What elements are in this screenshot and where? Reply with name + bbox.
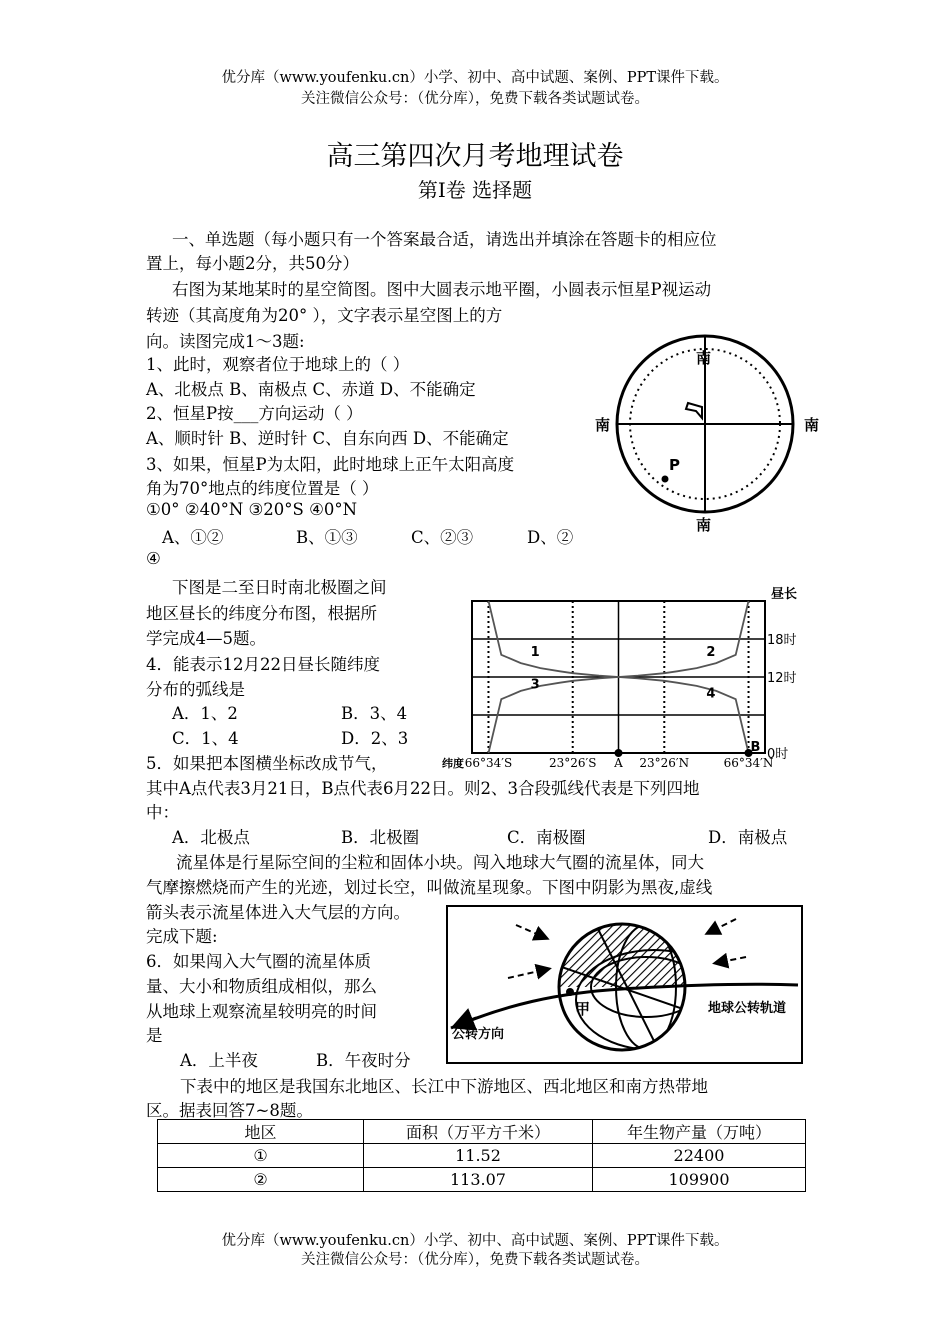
q3-option-d-cont: ④ xyxy=(146,549,161,568)
section-heading-line-2: 置上，每小题2分，共50分） xyxy=(146,254,359,273)
intro3-line-1: 流星体是行星际空间的尘粒和固体小块。闯入地球大气圈的流星体，同大 xyxy=(176,853,704,872)
series-label-4: 4 xyxy=(706,686,716,702)
q3-option-a: A、①② xyxy=(162,528,224,547)
intro1-line-3: 向。读图完成1～3题: xyxy=(146,332,305,351)
direction-left-label: 南 xyxy=(595,416,611,434)
intro2-line-2: 地区昼长的纬度分布图，根据所 xyxy=(146,604,377,623)
table-header-cell: 年生物产量（万吨） xyxy=(593,1120,806,1144)
jia-label: 甲 xyxy=(575,1000,591,1018)
table-cell: ② xyxy=(158,1168,364,1192)
q2-stem xyxy=(146,400,363,424)
page-subtitle: 第Ⅰ卷 选择题 xyxy=(417,178,533,202)
jia-point xyxy=(566,988,574,996)
table-row xyxy=(158,1168,806,1192)
intro4-line-1: 下表中的地区是我国东北地区、长江中下游地区、西北地区和南方热带地 xyxy=(180,1077,708,1096)
header-line-1: 优分库（www.youfenku.cn）小学、初中、高中试题、案例、PPT课件下载。 xyxy=(221,70,729,86)
q5-line-2: 其中A点代表3月21日，B点代表6月22日。则2、3合段弧线代表是下列四地 xyxy=(146,779,700,798)
q3-line-1: 3、如果，恒星P为太阳，此时地球上正午太阳高度 xyxy=(146,455,515,474)
q4-option-a: A．1、2 xyxy=(172,704,238,723)
y-axis-label: 昼长 xyxy=(771,587,798,602)
section-heading-line-1: 一、单选题（每小题只有一个答案最合适，请选出并填涂在答题卡的相应位 xyxy=(172,230,717,249)
point-b-label: B xyxy=(750,740,761,755)
q1-options: A、北极点 B、南极点 C、赤道 D、不能确定 xyxy=(146,380,476,399)
y-tick-label: 12时 xyxy=(767,671,797,686)
table-cell: 22400 xyxy=(593,1144,806,1168)
x-tick-label: 66°34′S xyxy=(464,756,513,770)
q5-option-a: A．北极点 xyxy=(172,828,250,847)
q2-stem-a: 2、恒星P按 xyxy=(146,404,234,423)
revolution-direction-label: 公转方向 xyxy=(452,1027,505,1042)
table-row xyxy=(158,1144,806,1168)
meteor-arrow-4 xyxy=(716,957,746,963)
direction-right-label: 南 xyxy=(804,416,820,434)
intro2-line-3: 学完成4—5题。 xyxy=(146,629,266,648)
x-tick-label: A xyxy=(614,756,623,770)
q6-line-1: 6．如果闯入大气圈的流星体质 xyxy=(146,952,371,971)
q4-option-b: B．3、4 xyxy=(341,704,408,723)
footer-line-2: 关注微信公众号：（优分库），免费下载各类试题试卷。 xyxy=(301,1252,649,1268)
q2-options: A、顺时针 B、逆时针 C、自东向西 D、不能确定 xyxy=(146,429,509,448)
q3-items: ①0° ②40°N ③20°S ④0°N xyxy=(146,500,358,519)
x-tick-label: 23°26′N xyxy=(639,756,690,770)
chart-labels xyxy=(442,587,797,770)
series-label-1: 1 xyxy=(530,645,540,661)
table-cell: 113.07 xyxy=(364,1168,593,1192)
meteor-arrow-3 xyxy=(708,919,736,933)
q3-line-2: 角为70°地点的纬度位置是（ ） xyxy=(146,479,379,498)
y-tick-label: 18时 xyxy=(767,633,797,648)
star-p-dot xyxy=(662,476,669,483)
page-title: 高三第四次月考地理试卷 xyxy=(326,141,624,172)
q5-line-3: 中： xyxy=(146,803,179,822)
q3-option-d: D、② xyxy=(527,528,574,547)
q4-line-2: 分布的弧线是 xyxy=(146,680,245,699)
x-tick-label: 23°26′S xyxy=(548,756,597,770)
intro3-line-2: 气摩擦燃烧而产生的光迹，划过长空，叫做流星现象。下图中阴影为黑夜,虚线 xyxy=(146,878,713,897)
q3-option-c: C、②③ xyxy=(411,528,474,547)
chart-series xyxy=(489,601,753,757)
intro3-line-3: 箭头表示流星体进入大气层的方向。 xyxy=(146,903,410,922)
orbit-label: 地球公转轨道 xyxy=(708,1001,787,1016)
footer-line-1: 优分库（www.youfenku.cn）小学、初中、高中试题、案例、PPT课件下载。 xyxy=(221,1233,729,1249)
q2-blank: ___ xyxy=(233,404,259,423)
q5-line-1: 5．如果把本图横坐标改成节气， xyxy=(146,754,388,773)
q6-option-b: B．午夜时分 xyxy=(316,1051,411,1070)
table-cell: ① xyxy=(158,1144,364,1168)
q5-option-d: D．南极点 xyxy=(708,828,788,847)
day-length-chart xyxy=(440,585,820,785)
flag-marker xyxy=(686,403,702,418)
table-header-cell: 面积（万平方千米） xyxy=(364,1120,593,1144)
meteor-arrow-1 xyxy=(516,925,546,938)
q4-line-1: 4．能表示12月22日昼长随纬度 xyxy=(146,655,380,674)
table-header-row xyxy=(158,1120,806,1144)
q4-option-d: D．2、3 xyxy=(341,729,409,748)
q5-option-c: C．南极圈 xyxy=(507,828,586,847)
q4-option-c: C．1、4 xyxy=(172,729,239,748)
q6-option-a: A．上半夜 xyxy=(180,1051,258,1070)
x-tick-label: 66°34′N xyxy=(723,756,774,770)
table-header-cell: 地区 xyxy=(158,1120,364,1144)
region-table xyxy=(157,1119,806,1192)
star-sky-diagram xyxy=(590,345,830,540)
q6-line-3: 从地球上观察流星较明亮的时间 xyxy=(146,1002,377,1021)
q5-option-b: B．北极圈 xyxy=(341,828,420,847)
intro4-line-2: 区。据表回答7~8题。 xyxy=(146,1101,313,1120)
star-p-label: P xyxy=(669,456,680,474)
q6-line-4: 是 xyxy=(146,1026,163,1045)
table-cell: 109900 xyxy=(593,1168,806,1192)
series-label-3: 3 xyxy=(530,677,540,693)
intro2-line-1: 下图是二至日时南北极圈之间 xyxy=(172,578,387,597)
series-label-2: 2 xyxy=(706,645,716,661)
intro3-line-4: 完成下题: xyxy=(146,927,218,946)
direction-bottom-label: 南 xyxy=(696,516,712,534)
header-line-2: 关注微信公众号：（优分库），免费下载各类试题试卷。 xyxy=(301,91,649,107)
x-axis-label: 纬度 xyxy=(442,757,464,770)
q2-stem-b: 方向运动（ ） xyxy=(258,404,363,423)
q6-line-2: 量、大小和物质组成相似，那么 xyxy=(146,977,377,996)
intro1-line-1: 右图为某地某时的星空简图。图中大圆表示地平圈，小圆表示恒星P视运动 xyxy=(172,280,712,299)
direction-top-label: 南 xyxy=(696,349,712,367)
y-tick-label: 0时 xyxy=(767,747,789,762)
q1-stem: 1、此时，观察者位于地球上的（ ） xyxy=(146,355,410,374)
meteor-arrow-2 xyxy=(508,969,548,978)
table-cell: 11.52 xyxy=(364,1144,593,1168)
intro1-line-2: 转迹（其高度角为20° ），文字表示星空图上的方 xyxy=(146,306,503,325)
q3-option-b: B、①③ xyxy=(296,528,358,547)
